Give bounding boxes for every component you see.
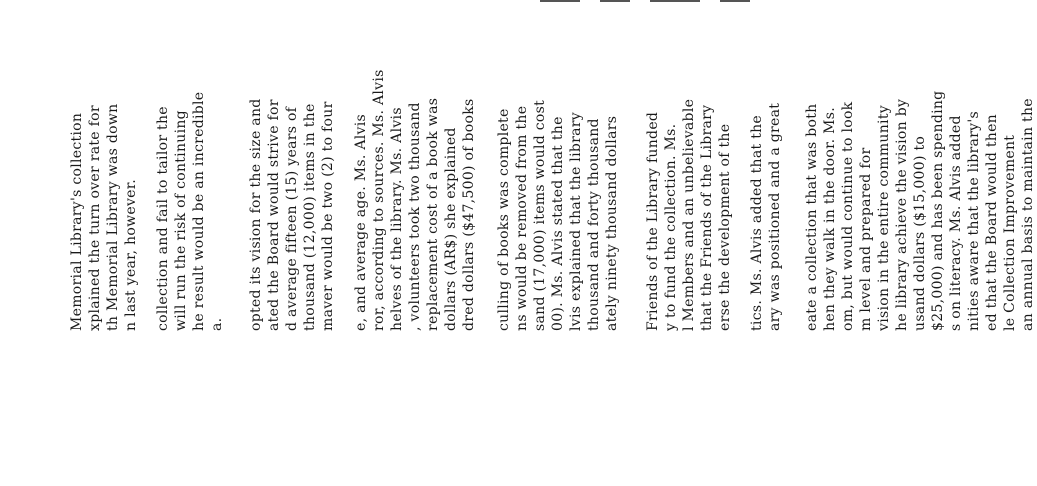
text-line: dollars (AR$) she explained xyxy=(443,127,459,331)
text-line: dred dollars ($47,500) of books xyxy=(461,98,477,331)
text-line: culling of books was complete xyxy=(496,108,512,331)
text-line: Memorial Library's collection xyxy=(69,112,85,331)
text-line: maver would be two (2) to four xyxy=(320,101,336,331)
text-line: hen they walk in the door. Ms. xyxy=(822,107,838,331)
text-line: ror, according to sources. Ms. Alvis xyxy=(371,69,387,331)
text-line: nities aware that the library's xyxy=(966,111,982,331)
text-line: ary was positioned and a great xyxy=(767,102,783,331)
text-line: opted its vision for the size and xyxy=(248,98,264,331)
text-line: e, and average age. Ms. Alvis xyxy=(353,113,369,331)
text-line: y to fund the collection. Ms. xyxy=(663,123,679,331)
text-line: Friends of the Library funded xyxy=(645,111,661,331)
text-line: sand (17,000) items would cost xyxy=(532,99,548,331)
text-line: d average fifteen (15) years of xyxy=(284,106,300,331)
text-line: m level and prepared for xyxy=(858,147,874,331)
text-line: le Collection Improvement xyxy=(1002,134,1018,331)
rotated-document-page xyxy=(60,69,1036,486)
text-line: vision in the entire community xyxy=(876,105,892,331)
text-line: , volunteers took two thousand xyxy=(407,102,423,331)
text-line: will run the risk of continuing xyxy=(173,110,189,331)
text-line: th Memorial Library was down xyxy=(105,103,121,331)
text-line: a. xyxy=(209,317,225,331)
text-line: collection and fail to tailor the xyxy=(155,106,171,331)
text-line: he library achieve the vision by xyxy=(894,98,910,331)
text-line: $25,000) and has been spending xyxy=(930,90,946,331)
text-line: tics. Ms. Alvis added that the xyxy=(749,114,765,331)
text-line: erse the development of the xyxy=(717,123,733,331)
text-line: an annual basis to maintain the xyxy=(1020,98,1036,331)
text-line: helves of the library. Ms. Alvis xyxy=(389,107,405,331)
text-line: ated the Board would strive for xyxy=(266,99,282,331)
text-line: 00). Ms. Alvis stated that the xyxy=(550,116,566,331)
text-line: l Members and an unbelievable xyxy=(681,98,697,331)
text-line: that the Friends of the Library xyxy=(699,104,715,331)
text-line: ed that the Board would then xyxy=(984,114,1000,331)
text-line: ns would be removed from the xyxy=(514,105,530,331)
text-line: s on literacy. Ms. Alvis added xyxy=(948,115,964,331)
text-line: thousand (12,000) items in the xyxy=(302,103,318,331)
text-line: xplained the turn over rate for xyxy=(87,105,103,331)
text-line: usand dollars ($15,000) to xyxy=(912,135,928,331)
text-line: om, but would continue to look xyxy=(840,101,856,331)
text-line: ately ninety thousand dollars xyxy=(604,115,620,331)
text-line: n last year, however. xyxy=(123,179,139,331)
text-line: he result would be an incredible xyxy=(191,91,207,331)
text-line: thousand and forty thousand xyxy=(586,118,602,331)
text-line: eate a collection that was both xyxy=(804,103,820,331)
text-line: replacement cost of a book was xyxy=(425,97,441,331)
text-line: lvis explained that the library xyxy=(568,112,584,331)
